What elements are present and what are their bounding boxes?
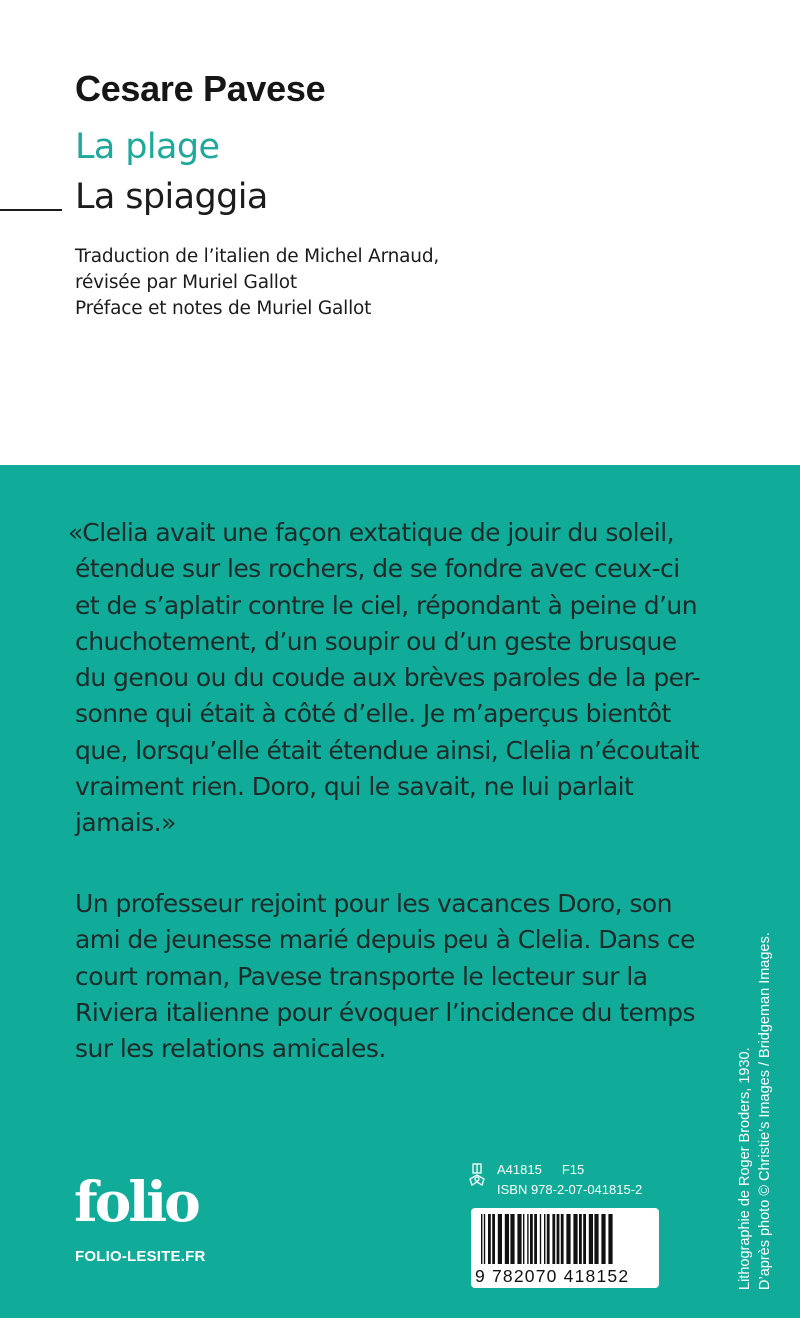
barcode-bar [527,1214,528,1264]
summary-line: sur les relations amicales. [75,1034,386,1064]
quote-line: vraiment rien. Doro, qui le savait, ne lui parlait [75,772,634,802]
product-code: A41815 [497,1162,542,1177]
image-credit-line: D’après photo © Christie’s Images / Bridgeman Images. [757,932,773,1290]
barcode-bar [552,1214,555,1264]
quote-line: «Clelia avait une façon extatique de jouir du soleil, [68,518,674,547]
barcode-bar [573,1214,577,1264]
summary-line: ami de jeunesse marié depuis peu à Clelia. Dans ce [75,925,695,955]
barcode-bar [579,1214,582,1264]
barcode-bar [484,1214,485,1264]
publisher-website[interactable]: FOLIO-LESITE.FR [75,1248,206,1265]
excerpt-quote [68,515,715,842]
image-credit-line: Lithographie de Roger Broders, 1930. [737,1047,753,1290]
barcode-bar [557,1214,560,1264]
barcode-bar [608,1214,612,1264]
barcode-bar [540,1214,541,1264]
quote-line: et de s’aplatir contre le ciel, répondant à peine d’un [75,590,697,620]
image-credit [735,932,775,1290]
barcode [471,1208,659,1288]
barcode-bar [583,1214,586,1264]
barcode-bar [547,1214,550,1264]
barcode-bar [505,1214,509,1264]
barcode-bar [523,1214,524,1264]
quote-line: jamais.» [75,808,176,838]
isbn-number: ISBN 978-2-07-041815-2 [497,1182,643,1197]
credit-line: Traduction de l’italien de Michel Arnaud, [75,246,440,267]
summary-line: court roman, Pavese transporte le lecteur sur la [75,961,648,991]
barcode-digits: 9 782070 418152 [475,1266,630,1286]
translation-credits [75,244,439,322]
barcode-bars [479,1214,651,1268]
summary-line: Riviera italienne pour évoquer l’incidence du temps [75,997,695,1027]
credit-line: révisée par Muriel Gallot [75,272,297,293]
book-summary [75,886,715,1067]
barcode-bar [492,1214,495,1264]
title-italian: La spiaggia [75,177,268,217]
barcode-bar [488,1214,491,1264]
barcode-bar [561,1214,564,1264]
barcode-bar [589,1214,593,1264]
quote-line: chuchotement, d’un soupir ou d’un geste brusque [75,626,677,656]
barcode-bar [517,1214,521,1264]
cover-top-area [0,0,800,465]
barcode-bar [534,1214,537,1264]
price-code: F15 [561,1162,585,1177]
summary-line: Un professeur rejoint pour les vacances Doro, son [75,889,672,918]
barcode-bar [510,1214,514,1264]
barcode-bar [544,1214,545,1264]
barcode-bar [498,1214,502,1264]
quote-line: du genou ou du coude aux brèves paroles de la per- [75,663,701,693]
barcode-bar [601,1214,605,1264]
quote-line: sonne qui était à côté d’elle. Je m’aperçus bientôt [75,699,671,729]
folio-logo: folio [74,1169,198,1234]
credit-line: Préface et notes de Muriel Gallot [75,298,372,319]
quote-line: que, lorsqu’elle était étendue ainsi, Clelia n’écoutait [75,735,700,765]
author-name: Cesare Pavese [75,68,326,109]
barcode-bar [481,1214,482,1264]
recycle-book-icon [466,1163,488,1189]
title-rule-divider [0,209,62,211]
barcode-bar [566,1214,570,1264]
barcode-bar [594,1214,598,1264]
quote-line: étendue sur les rochers, de se fondre avec ceux-ci [75,554,680,584]
barcode-bar [530,1214,533,1264]
title-french: La plage [75,127,220,167]
